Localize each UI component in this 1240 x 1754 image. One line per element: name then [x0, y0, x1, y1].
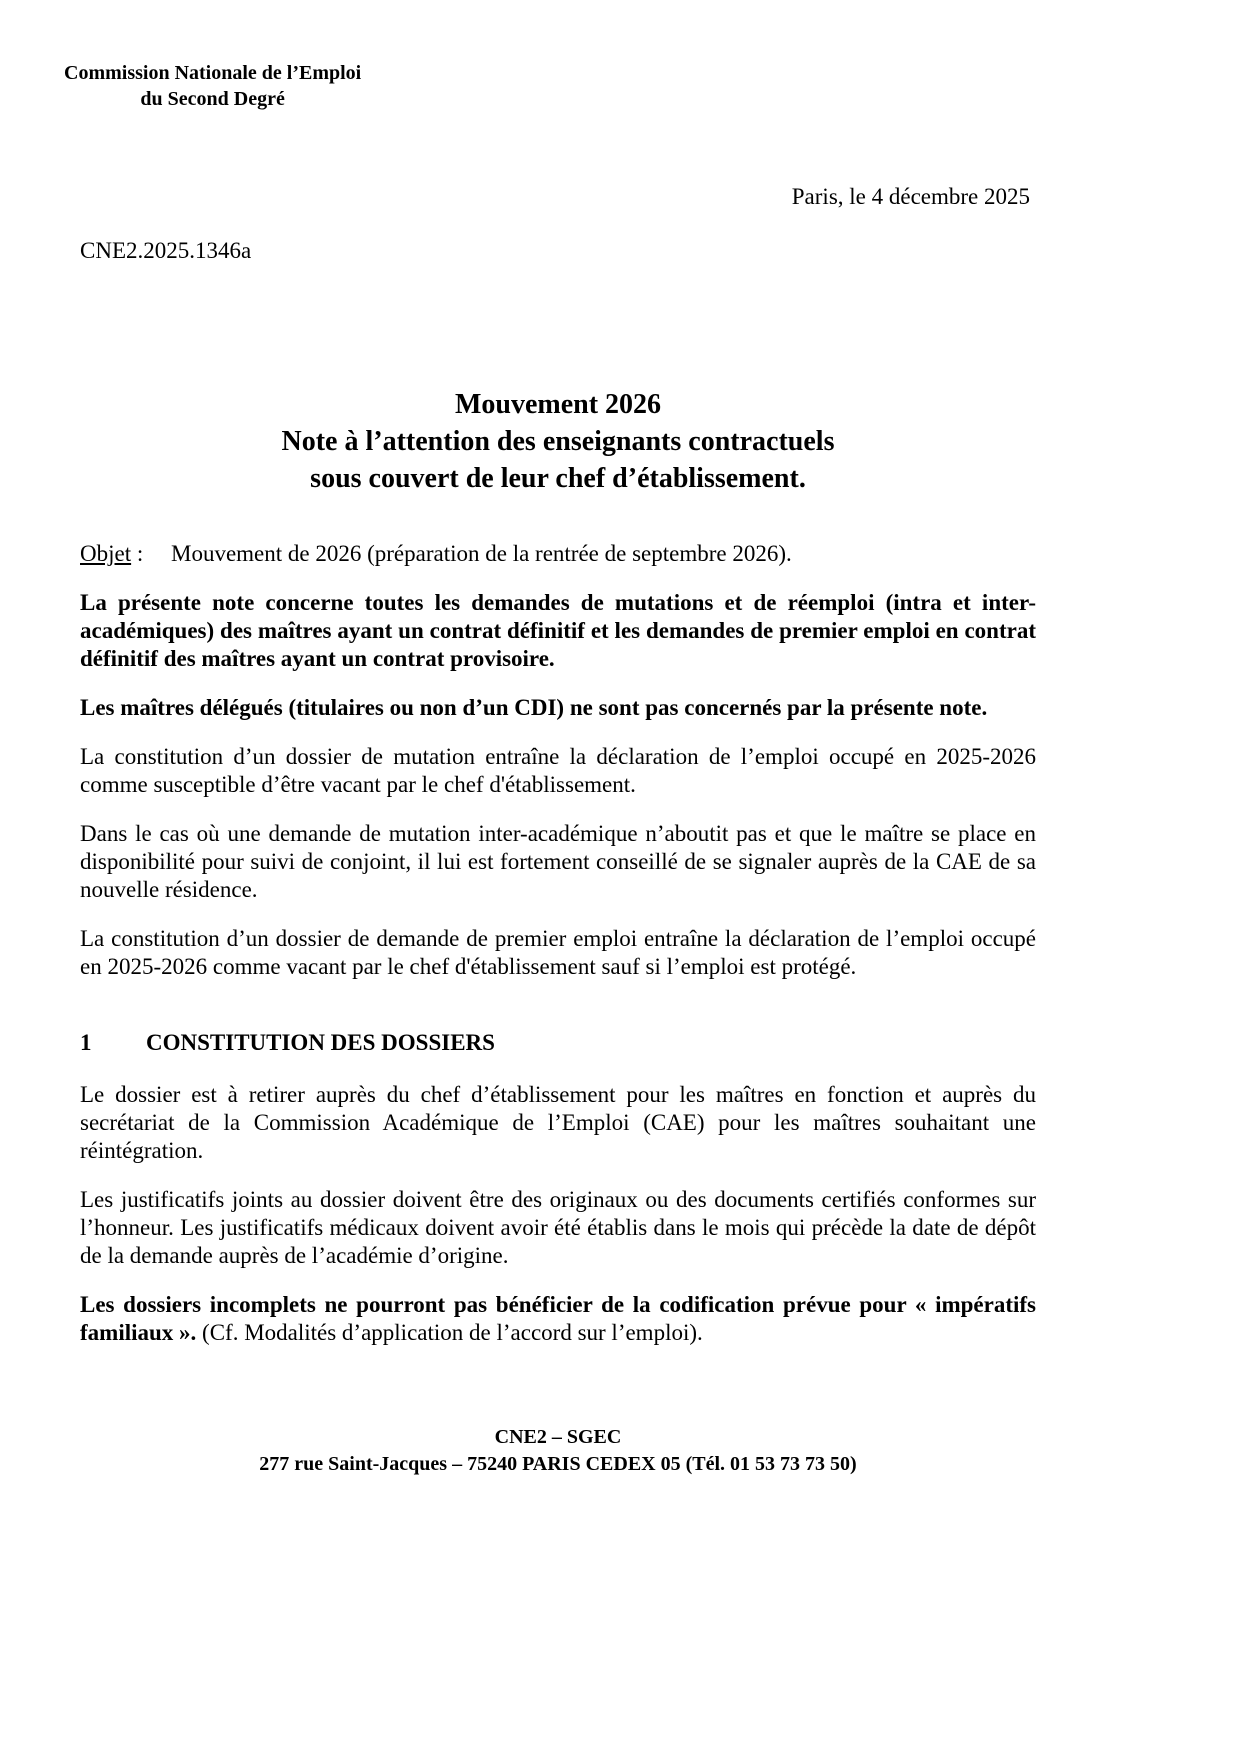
paragraph-inter-academique: Dans le cas où une demande de mutation inter-académique n’aboutit pas et que le maître se place en disponibilité pour suivi de conjoint, il lui est fortement conseillé de se signaler auprès de la CAE de sa nouvelle résidence.	[80, 821, 1036, 902]
paragraph-justificatifs: Les justificatifs joints au dossier doivent être des originaux ou des documents certifiés conformes sur l’honneur. Les justificatifs médicaux doivent avoir été établis dans le mois qui précède la date de dépôt de la demande auprès de l’académie d’origine.	[80, 1187, 1036, 1268]
title-line1: Mouvement 2026	[454, 389, 662, 420]
paragraph-dossiers-incomplets	[80, 1291, 1036, 1347]
section-number: 1	[80, 1030, 92, 1055]
subject-line	[80, 540, 1036, 568]
letterhead	[64, 60, 361, 112]
title-line2: Note à l’attention des enseignants contractuels	[281, 426, 835, 457]
paragraph-scope-intro: La présente note concerne toutes les demandes de mutations et de réemploi (intra et inter-académiques) des maîtres ayant un contrat définitif et les demandes de premier emploi en contrat définitif des maîtres ayant un contrat provisoire.	[80, 590, 1036, 671]
subject-label: Objet	[80, 541, 132, 566]
paragraph-mutation: La constitution d’un dossier de mutation entraîne la déclaration de l’emploi occupé en 2025-2026 comme susceptible d’être vacant par le chef d'établissement.	[80, 744, 1036, 797]
letterhead-line2: du Second Degré	[140, 88, 285, 110]
reference-number: CNE2.2025.1346a	[80, 238, 252, 263]
subject-text: Mouvement de 2026 (préparation de la rentrée de septembre 2026).	[171, 541, 792, 566]
subject-colon: :	[131, 541, 144, 566]
footer-org: CNE2 – SGEC	[494, 1426, 622, 1448]
paragraph-premier-emploi: La constitution d’un dossier de demande de premier emploi entraîne la déclaration de l’emploi occupé en 2025-2026 comme vacant par le chef d'établissement sauf si l’emploi est protégé.	[80, 926, 1036, 979]
paragraph-retrait-dossier: Le dossier est à retirer auprès du chef d’établissement pour les maîtres en fonction et auprès du secrétariat de la Commission Académique de l’Emploi (CAE) pour les maîtres souhaitant une réintégration.	[80, 1082, 1036, 1163]
footer	[80, 1424, 1036, 1478]
paragraph-dossiers-incomplets-regular: (Cf. Modalités d’application de l’accord sur l’emploi).	[196, 1320, 703, 1345]
title-line3: sous couvert de leur chef d’établissement.	[310, 463, 806, 494]
section-1-heading	[80, 1029, 1036, 1057]
section-title: CONSTITUTION DES DOSSIERS	[146, 1030, 495, 1055]
paragraph-delegues: Les maîtres délégués (titulaires ou non d’un CDI) ne sont pas concernés par la présente note.	[80, 695, 988, 720]
paragraph-dossiers-incomplets-bold: Les dossiers incomplets ne pourront pas bénéficier de la codification prévue pour « impératifs familiaux ».	[80, 1292, 1036, 1345]
footer-address: 277 rue Saint-Jacques – 75240 PARIS CEDEX 05 (Tél. 01 53 73 73 50)	[259, 1453, 857, 1475]
date-line: Paris, le 4 décembre 2025	[791, 184, 1030, 209]
document-body	[80, 540, 1036, 1368]
document-title	[80, 386, 1036, 497]
letterhead-line1: Commission Nationale de l’Emploi	[64, 62, 362, 84]
